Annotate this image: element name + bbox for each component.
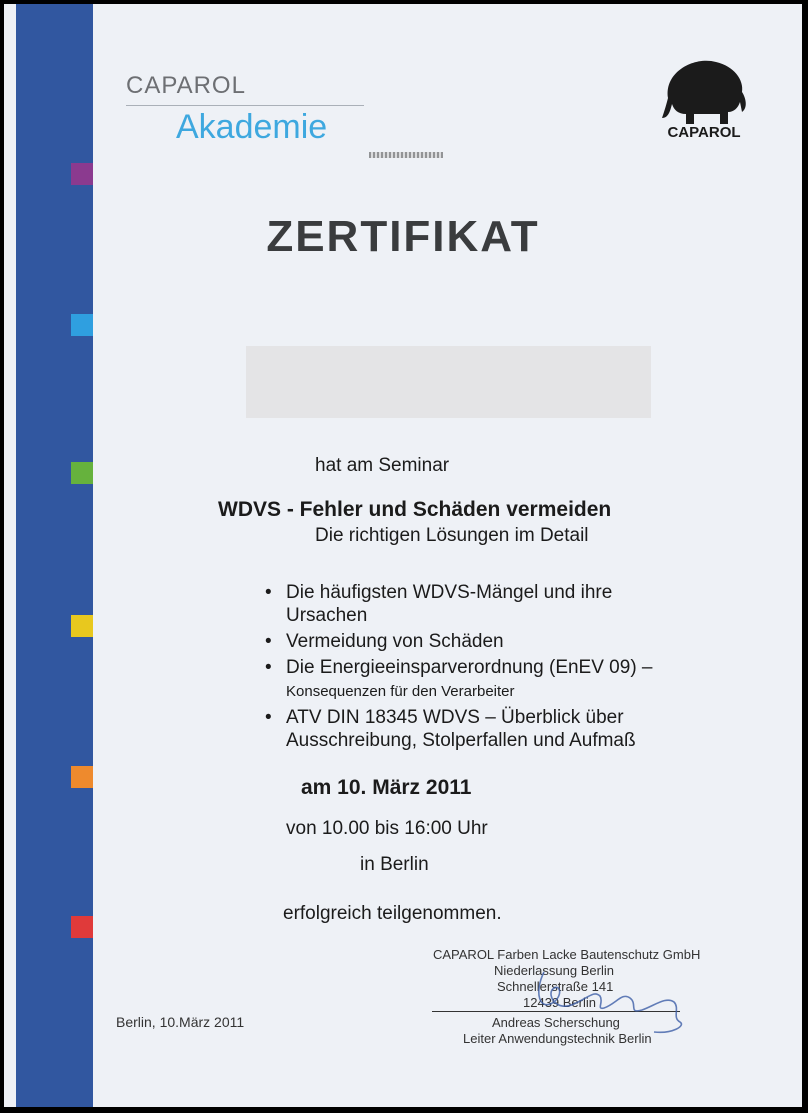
topic-list — [262, 581, 732, 755]
list-item: • Vermeidung von Schäden — [262, 630, 732, 653]
academy-brand: CAPAROL — [126, 72, 246, 99]
intro-text: hat am Seminar — [315, 455, 450, 476]
seminar-subtitle: Die richtigen Lösungen im Detail — [315, 525, 589, 546]
signatory-name: Andreas Scherschung — [492, 1015, 620, 1030]
seminar-date: am 10. März 2011 — [301, 776, 472, 799]
seminar-title: WDVS - Fehler und Schäden vermeiden — [218, 498, 612, 521]
list-item: • Die häufigsten WDVS-Mängel und ihre Ursachen — [262, 581, 732, 627]
seminar-place: in Berlin — [360, 854, 429, 875]
seminar-time: von 10.00 bis 16:00 Uhr — [286, 818, 488, 839]
company-branch: Niederlassung Berlin — [494, 963, 614, 978]
logo-wordmark: CAPAROL — [667, 124, 741, 141]
list-item: • ATV DIN 18345 WDVS – Überblick über Ausschreibung, Stolperfallen und Aufmaß — [262, 706, 732, 752]
green-square — [71, 462, 93, 484]
company-name: CAPAROL Farben Lacke Bautenschutz GmbH — [433, 947, 701, 962]
company-street: Schnellerstraße 141 — [497, 979, 614, 994]
academy-divider — [126, 105, 364, 106]
red-square — [71, 916, 93, 938]
academy-name: Akademie — [176, 108, 328, 146]
redacted-name-box — [246, 346, 651, 418]
purple-square — [71, 163, 93, 185]
footer-place-date: Berlin, 10.März 2011 — [116, 1014, 245, 1030]
company-city: 12439 Berlin — [523, 995, 596, 1010]
certificate-title: ZERTIFIKAT — [266, 212, 540, 261]
certificate-page — [4, 4, 802, 1107]
orange-square — [71, 766, 93, 788]
scanner-mark — [369, 152, 443, 158]
list-item: • Die Energieeinsparverordnung (EnEV 09) – Konsequenzen für den Verarbeiter — [262, 656, 732, 703]
yellow-square — [71, 615, 93, 637]
signatory-role: Leiter Anwendungstechnik Berlin — [463, 1031, 652, 1046]
closing-text: erfolgreich teilgenommen. — [283, 903, 502, 924]
blue-square — [71, 314, 93, 336]
